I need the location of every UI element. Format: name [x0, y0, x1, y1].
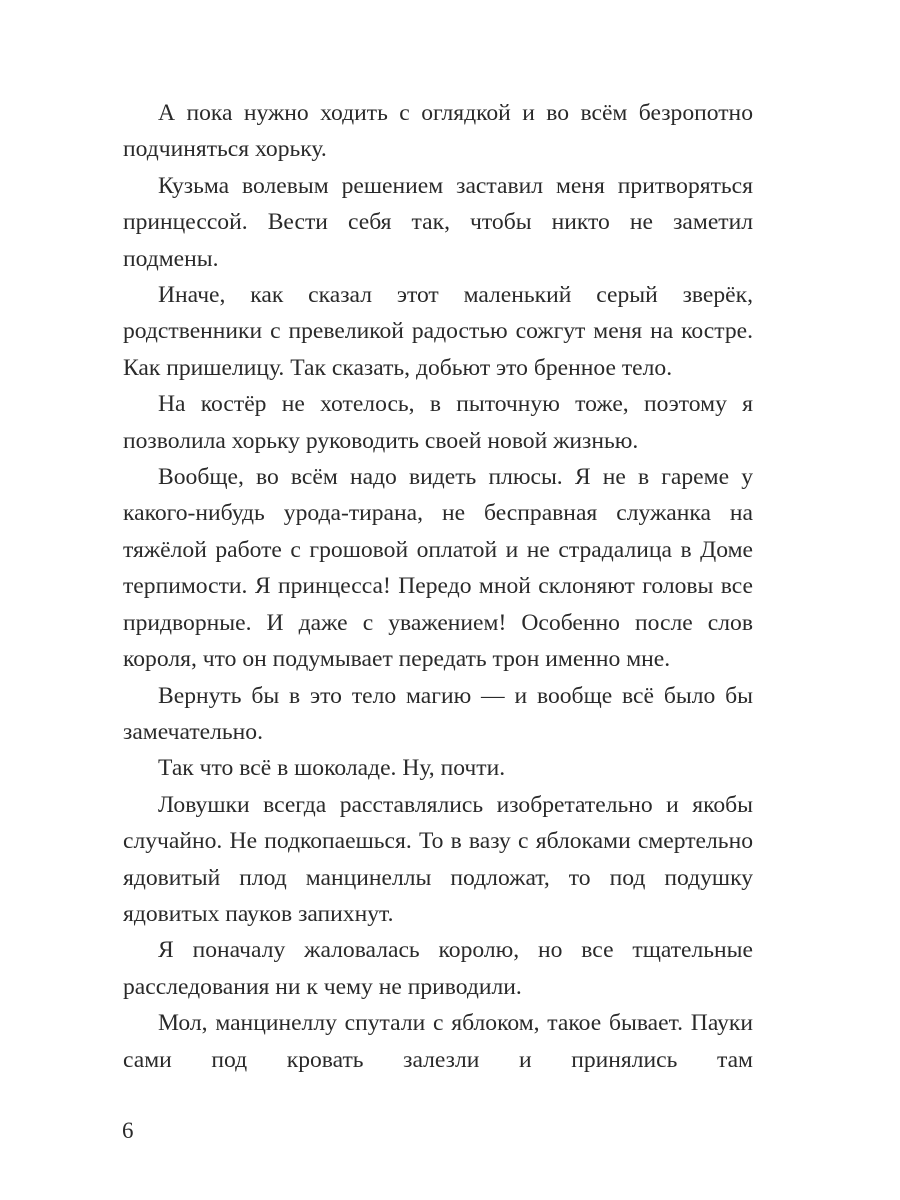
page-text-body — [123, 95, 753, 1078]
paragraph-7: Так что всё в шоколаде. Ну, почти. — [158, 755, 506, 782]
paragraph-3: Иначе, как сказал этот маленький серый зверёк, родственники с превеликой радостью сожгут меня на костре. Как пришелицу. Так сказать, добьют это бренное тело. — [123, 282, 753, 381]
paragraph-10: Мол, манцинеллу спутали с яблоком, такое бывает. Пауки сами под кровать залезли и принялись там — [123, 1010, 753, 1073]
paragraph-9: Я поначалу жаловалась королю, но все тщательные расследования ни к чему не приводили. — [123, 937, 753, 1000]
paragraph-4: На костёр не хотелось, в пыточную тоже, поэтому я позволила хорьку руководить своей новой жизнью. — [123, 391, 753, 454]
paragraph-8: Ловушки всегда расставлялись изобретательно и якобы случайно. Не подкопаешься. То в вазу с яблоками смертельно ядовитый плод манцинеллы подложат, то под подушку ядовитых пауков запихнут. — [123, 791, 753, 927]
paragraph-6: Вернуть бы в это тело магию — и вообще всё было бы замечательно. — [123, 682, 753, 745]
paragraph-1: А пока нужно ходить с оглядкой и во всём безропотно подчиняться хорьку. — [123, 100, 753, 163]
page-number: 6 — [122, 1118, 134, 1143]
paragraph-5: Вообще, во всём надо видеть плюсы. Я не в гареме у какого-нибудь урода-тирана, не бесправная служанка на тяжёлой работе с грошовой оплатой и не страдалица в Доме терпимости. Я принцесса! Передо мной склоняют головы все придворные. И даже с уважением! Особенно после слов короля, что он подумывает передать трон именно мне. — [123, 464, 753, 673]
paragraph-2: Кузьма волевым решением заставил меня притворяться принцессой. Вести себя так, чтобы никто не заметил подмены. — [123, 172, 753, 272]
